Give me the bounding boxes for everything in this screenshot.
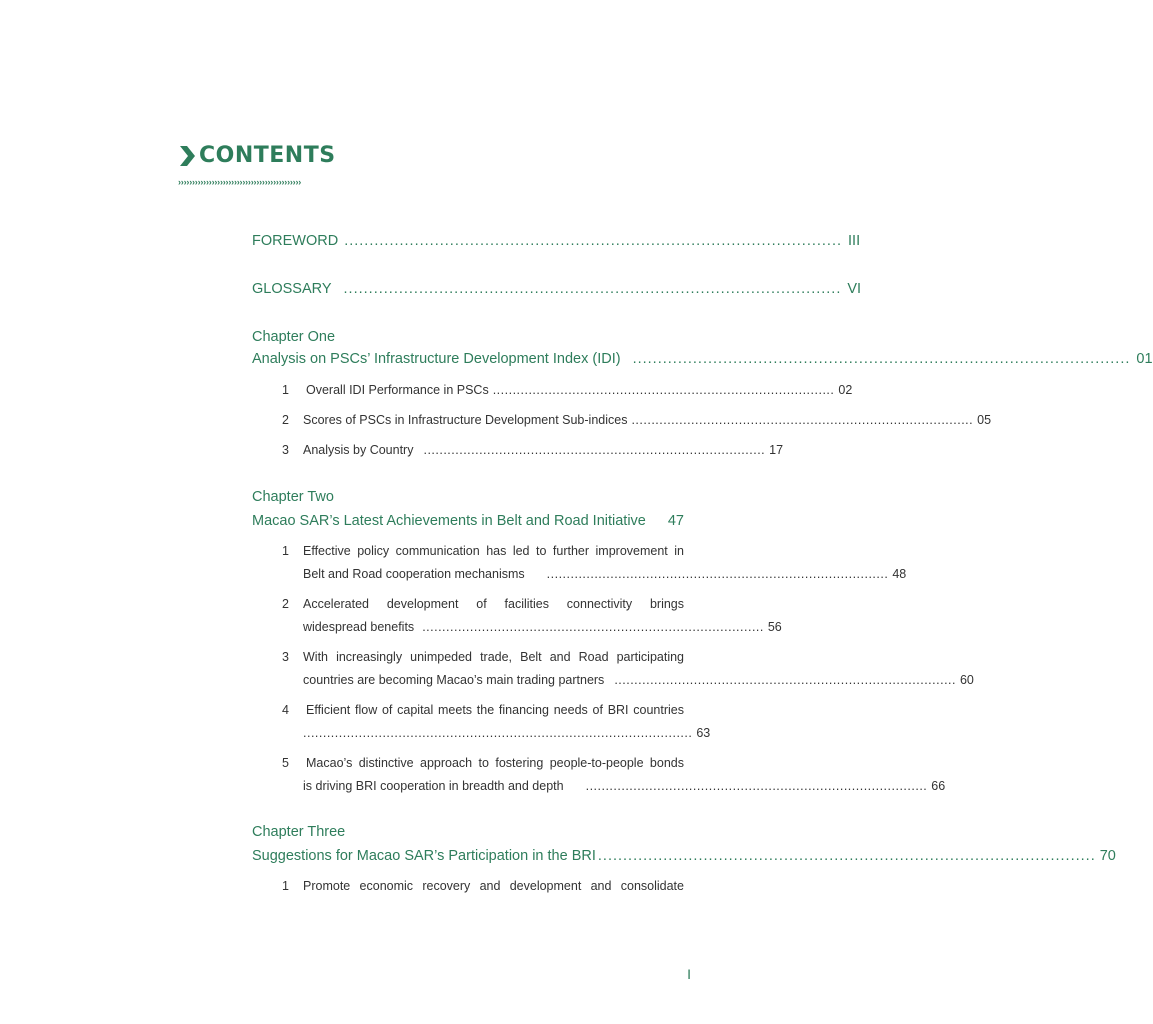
toc-entry-chapter-three[interactable] [252, 848, 1116, 864]
toc-subentry-page: 48 [892, 567, 907, 581]
toc-subentry-label: widespread benefits [303, 620, 415, 634]
toc-subentry-page: 02 [838, 383, 853, 397]
chapter-label: Chapter One [252, 329, 336, 345]
toc-subentry-label: Belt and Road cooperation mechanisms [303, 567, 525, 581]
toc-subentry-label: countries are becoming Macao’s main trading partners [303, 673, 605, 687]
item-number: 1 [282, 879, 289, 893]
toc-entry-page: VI [847, 281, 862, 297]
leader-dots: ................................................................................................... [344, 233, 843, 249]
toc-subentry-label: Analysis by Country [303, 443, 414, 457]
toc-entry-page: 01 [1136, 351, 1153, 367]
toc-entry-chapter-one[interactable] [252, 351, 1153, 367]
chevron-right-icon [178, 144, 196, 168]
item-number: 1 [282, 544, 289, 558]
chevron-strip: ›››››››››››››››››››››››››››››››››››››››››››› [178, 177, 302, 187]
item-number: 3 [282, 443, 289, 457]
leader-dots: ...................................................................................... [585, 779, 928, 793]
chapter-label: Chapter Three [252, 824, 346, 840]
toc-subentry[interactable] [303, 413, 992, 427]
toc-subentry-label: is driving BRI cooperation in breadth and depth [303, 779, 564, 793]
item-number: 2 [282, 597, 289, 611]
toc-subentry-page: 56 [767, 620, 782, 634]
toc-subentry-page: 66 [931, 779, 946, 793]
toc-entry-label: Macao SAR’s Latest Achievements in Belt and Road Initiative [252, 513, 646, 529]
leader-dots: ...................................................................................... [546, 567, 889, 581]
toc-subentry[interactable] [303, 567, 907, 581]
toc-entry-label: FOREWORD [252, 233, 339, 249]
toc-subentry-page: 17 [769, 443, 784, 457]
leader-dots: ...................................................................................... [492, 383, 835, 397]
toc-subentry-label: Overall IDI Performance in PSCs [306, 383, 489, 397]
toc-subentry-line[interactable]: Efficient flow of capital meets the financing needs of BRI countries [306, 703, 684, 717]
toc-subentry-line[interactable]: Accelerated development of facilities connectivity brings [303, 597, 684, 611]
toc-entry-label: Analysis on PSCs’ Infrastructure Development Index (IDI) [252, 351, 621, 367]
toc-subentry-line[interactable]: Promote economic recovery and development and consolidate [303, 879, 684, 893]
item-number: 4 [282, 703, 289, 717]
leader-dots: ................................................................................................... [632, 351, 1131, 367]
toc-subentry[interactable] [303, 620, 782, 634]
leader-dots: ...................................................................................... [614, 673, 956, 687]
leader-dots: ...................................................................................... [423, 443, 766, 457]
toc-subentry[interactable] [303, 673, 974, 687]
toc-subentry[interactable] [303, 726, 711, 740]
toc-subentry-line[interactable]: With increasingly unimpeded trade, Belt and Road participating [303, 650, 684, 664]
leader-dots: ................................................................................................... [597, 848, 1096, 864]
toc-entry-glossary[interactable] [252, 281, 862, 297]
toc-subentry-page: 05 [977, 413, 992, 427]
toc-entry-foreword[interactable] [252, 233, 861, 249]
toc-subentry-page: 63 [696, 726, 711, 740]
toc-subentry[interactable] [306, 383, 853, 397]
toc-entry-label: Suggestions for Macao SAR’s Participation in the BRI [252, 848, 596, 864]
leader-dots: ...................................................................................... [422, 620, 764, 634]
toc-entry-label: GLOSSARY [252, 281, 332, 297]
contents-heading [178, 142, 336, 170]
toc-subentry[interactable] [303, 779, 946, 793]
toc-entry-chapter-two[interactable] [252, 513, 684, 529]
item-number: 1 [282, 383, 289, 397]
toc-entry-page: III [848, 233, 861, 249]
toc-subentry-label: Scores of PSCs in Infrastructure Development Sub-indices [303, 413, 628, 427]
toc-entry-page: 47 [667, 513, 684, 529]
item-number: 2 [282, 413, 289, 427]
leader-dots: ...................................................................................... [631, 413, 974, 427]
toc-subentry-line[interactable]: Effective policy communication has led to further improvement in [303, 544, 684, 558]
chapter-label: Chapter Two [252, 489, 334, 505]
page-title: CONTENTS [199, 143, 336, 168]
item-number: 5 [282, 756, 289, 770]
toc-entry-page: 70 [1099, 848, 1116, 864]
leader-dots: .................................................................................................. [303, 726, 693, 740]
page-number: I [687, 966, 691, 982]
toc-subentry[interactable] [303, 443, 784, 457]
toc-subentry-page: 60 [959, 673, 974, 687]
leader-dots: ................................................................................................... [343, 281, 842, 297]
toc-subentry-line[interactable]: Macao’s distinctive approach to fostering people-to-people bonds [306, 756, 684, 770]
item-number: 3 [282, 650, 289, 664]
